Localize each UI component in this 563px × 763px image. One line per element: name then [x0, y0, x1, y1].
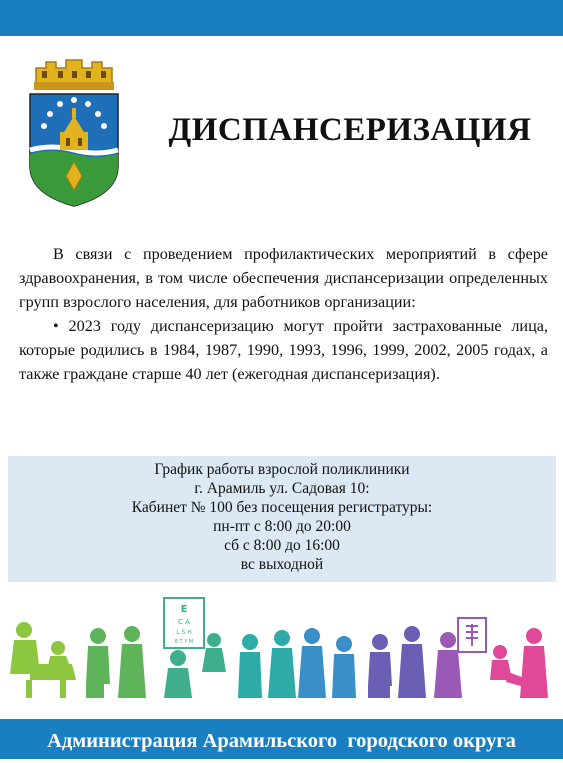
svg-text:E T Y M: E T Y M	[174, 639, 194, 645]
notice-paragraph: В связи с проведением профилактических мероприятий в сфере здравоохранения, в том числе обеспечения диспансеризации определенных групп взрослого населения, для работников организации:	[19, 245, 548, 311]
coat-of-arms-icon	[22, 54, 126, 210]
notice-bullet: • 2023 году диспансеризацию могут пройти застрахованные лица, которые родились в 1984, 1987, 1990, 1993, 1996, 1999, 2002, 2005 годах, а также граждане старше 40 лет (ежегодная диспансеризация).	[19, 317, 548, 383]
schedule-line: пн-пт с 8:00 до 20:00	[213, 518, 351, 535]
footer-banner: Администрация Арамильского городского округа	[0, 719, 563, 759]
schedule-box	[8, 456, 556, 582]
notice-text	[19, 242, 548, 386]
schedule-line: Кабинет № 100 без посещения регистратуры:	[131, 499, 433, 516]
page-title: ДИСПАНСЕРИЗАЦИЯ	[168, 112, 532, 148]
svg-text:C A: C A	[178, 618, 190, 626]
svg-text:E: E	[180, 604, 188, 615]
doctors-illustration-icon	[0, 596, 563, 706]
schedule-line: г. Арамиль ул. Садовая 10:	[194, 480, 370, 497]
schedule-line: вс выходной	[240, 556, 324, 573]
schedule-line: График работы взрослой поликлиники	[154, 461, 410, 478]
svg-text:L S H: L S H	[176, 629, 192, 636]
schedule-line: сб с 8:00 до 16:00	[224, 537, 340, 554]
top-bar	[0, 0, 563, 36]
